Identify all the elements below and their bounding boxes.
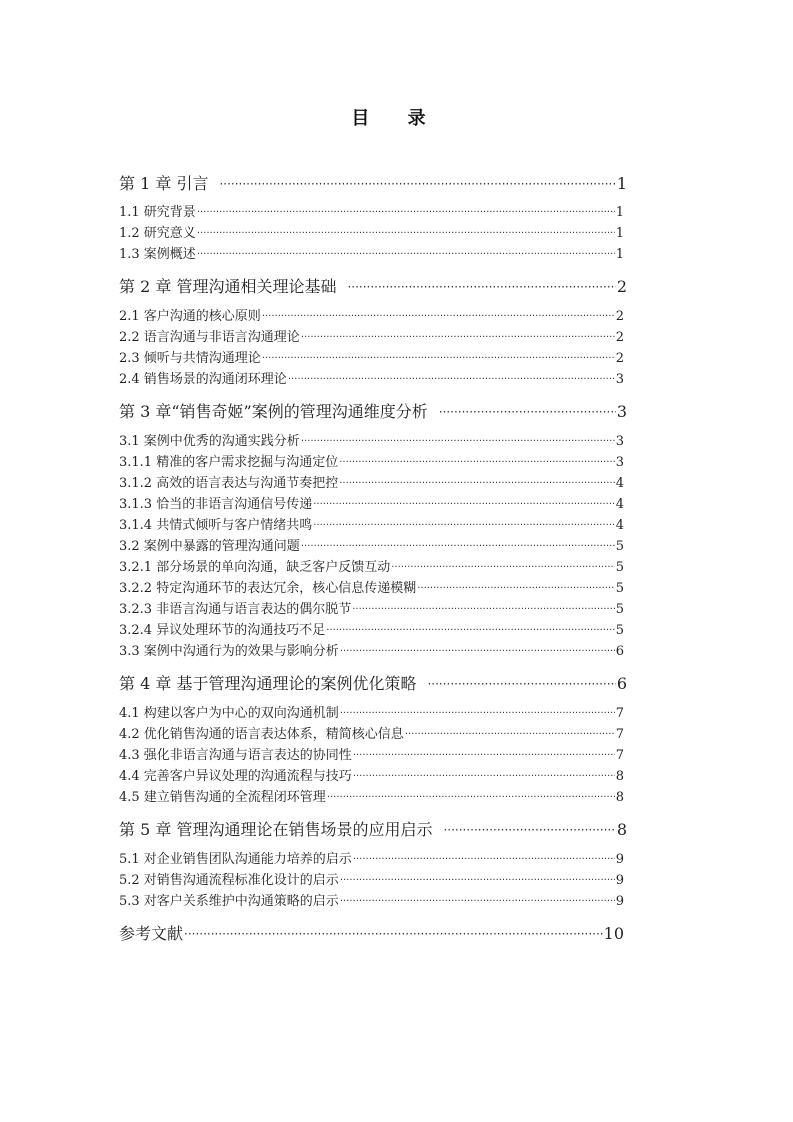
- toc-page-number: 9: [615, 873, 624, 888]
- toc-page-number: 8: [615, 769, 624, 784]
- toc-section-entry[interactable]: [119, 329, 624, 347]
- toc-page-number: 4: [615, 476, 624, 491]
- toc-entry-label: 2.2 语言沟通与非语言沟通理论: [119, 330, 300, 345]
- toc-entry-label: 1.3 案例概述: [119, 247, 196, 262]
- toc-section-entry[interactable]: [119, 496, 624, 514]
- toc-entry-label: 4.4 完善客户异议处理的沟通流程与技巧: [119, 769, 352, 784]
- toc-chapter-entry[interactable]: [119, 819, 627, 841]
- toc-section-entry[interactable]: [119, 433, 624, 451]
- toc-section-entry[interactable]: [119, 225, 624, 243]
- toc-entry-label: 1.1 研究背景: [119, 205, 196, 220]
- toc-entry-label: 4.1 构建以客户为中心的双向沟通机制: [119, 706, 339, 721]
- toc-section-entry[interactable]: [119, 204, 624, 222]
- dot-leader: [197, 246, 615, 264]
- toc-entry-label: 3.2.2 特定沟通环节的表达冗余，核心信息传递模糊: [119, 581, 417, 596]
- toc-section-entry[interactable]: [119, 475, 624, 493]
- dot-leader: [439, 401, 616, 423]
- dot-leader: [339, 454, 615, 472]
- toc-page-number: 9: [615, 852, 624, 867]
- toc-page-number: 2: [615, 351, 624, 366]
- toc-section-entry[interactable]: [119, 580, 624, 598]
- dot-leader: [340, 643, 615, 661]
- toc-page-number: 2: [615, 309, 624, 324]
- dot-leader: [197, 225, 615, 243]
- toc-entry-label: 第 2 章 管理沟通相关理论基础: [119, 277, 337, 296]
- toc-entry-label: 3.1.4 共情式倾听与客户情绪共鸣: [119, 518, 313, 533]
- toc-page-number: 3: [615, 372, 624, 387]
- dot-leader: [347, 276, 615, 298]
- toc-entry-label: 3.1.1 精准的客户需求挖掘与沟通定位: [119, 455, 339, 470]
- toc-entry-label: 3.2.3 非语言沟通与语言表达的偶尔脱节: [119, 602, 352, 617]
- toc-page-number: 2: [615, 330, 624, 345]
- toc-entry-label: 3.2.1 部分场景的单向沟通，缺乏客户反馈互动: [119, 560, 391, 575]
- toc-entry-label: 第 5 章 管理沟通理论在销售场景的应用启示: [119, 820, 433, 839]
- toc-section-entry[interactable]: [119, 893, 624, 911]
- toc-chapter-entry[interactable]: [119, 173, 627, 195]
- toc-section-entry[interactable]: [119, 517, 624, 535]
- toc-chapter-entry[interactable]: [119, 276, 627, 298]
- toc-entry-label: 3.1.2 高效的语言表达与沟通节奏把控: [119, 476, 339, 491]
- dot-leader: [262, 350, 615, 368]
- dot-leader: [353, 747, 615, 765]
- toc-page-number: 9: [615, 894, 624, 909]
- toc-entry-label: 2.3 倾听与共情沟通理论: [119, 351, 261, 366]
- toc-entry-label: 2.4 销售场景的沟通闭环理论: [119, 372, 287, 387]
- dot-leader: [197, 204, 615, 222]
- toc-entry-label: 5.2 对销售沟通流程标准化设计的启示: [119, 873, 339, 888]
- toc-entry-label: 参考文献: [119, 924, 184, 943]
- dot-leader: [327, 789, 615, 807]
- toc-chapter-entry[interactable]: [119, 673, 627, 695]
- toc-page-number: 5: [615, 602, 624, 617]
- toc-entry-label: 3.1 案例中优秀的沟通实践分析: [119, 434, 300, 449]
- toc-entry-label: 1.2 研究意义: [119, 226, 196, 241]
- toc-page-number: 10: [603, 924, 624, 943]
- dot-leader: [391, 559, 615, 577]
- toc-entry-label: 4.5 建立销售沟通的全流程闭环管理: [119, 790, 326, 805]
- toc-section-entry[interactable]: [119, 538, 624, 556]
- toc-entry-label: 3.1.3 恰当的非语言沟通信号传递: [119, 497, 313, 512]
- toc-section-entry[interactable]: [119, 789, 624, 807]
- toc-page-number: 1: [615, 226, 624, 241]
- toc-entry-label: 4.3 强化非语言沟通与语言表达的协同性: [119, 748, 352, 763]
- toc-page-number: 1: [615, 247, 624, 262]
- toc-page-number: 5: [615, 539, 624, 554]
- dot-leader: [301, 433, 615, 451]
- toc-entry-label: 3.2.4 异议处理环节的沟通技巧不足: [119, 623, 326, 638]
- dot-leader: [219, 173, 615, 195]
- toc-page-number: 3: [616, 402, 627, 421]
- toc-title: 目 录: [351, 108, 442, 129]
- dot-leader: [326, 622, 615, 640]
- toc-page-number: 5: [615, 623, 624, 638]
- toc-section-entry[interactable]: [119, 622, 624, 640]
- toc-section-entry[interactable]: [119, 768, 624, 786]
- dot-leader: [405, 726, 615, 744]
- toc-page-number: 5: [615, 560, 624, 575]
- toc-page-number: 7: [615, 727, 624, 742]
- dot-leader: [313, 517, 615, 535]
- dot-leader: [262, 308, 615, 326]
- dot-leader: [417, 580, 615, 598]
- toc-entry-label: 5.1 对企业销售团队沟通能力培养的启示: [119, 852, 352, 867]
- toc-entry-label: 4.2 优化销售沟通的语言表达体系，精简核心信息: [119, 727, 404, 742]
- toc-page-number: 7: [615, 748, 624, 763]
- toc-section-entry[interactable]: [119, 601, 624, 619]
- dot-leader: [288, 371, 615, 389]
- dot-leader: [443, 819, 615, 841]
- toc-entry-label: 3.3 案例中沟通行为的效果与影响分析: [119, 644, 339, 659]
- toc-page-number: 3: [615, 434, 624, 449]
- toc-section-entry[interactable]: [119, 559, 624, 577]
- toc-page-number: 1: [616, 174, 627, 193]
- toc-references-entry[interactable]: [119, 923, 624, 945]
- toc-page-number: 6: [615, 644, 624, 659]
- toc-page-number: 8: [615, 790, 624, 805]
- toc-page-number: 4: [615, 497, 624, 512]
- toc-page-number: 4: [615, 518, 624, 533]
- toc-page-number: 6: [616, 674, 627, 693]
- toc-section-entry[interactable]: [119, 350, 624, 368]
- toc-section-entry[interactable]: [119, 454, 624, 472]
- dot-leader: [184, 923, 603, 945]
- toc-entry-label: 第 4 章 基于管理沟通理论的案例优化策略: [119, 674, 417, 693]
- toc-section-entry[interactable]: [119, 747, 624, 765]
- toc-section-entry[interactable]: [119, 872, 624, 890]
- toc-page-number: 5: [615, 581, 624, 596]
- toc-page-number: 1: [615, 205, 624, 220]
- toc-entry-label: 3.2 案例中暴露的管理沟通问题: [119, 539, 300, 554]
- dot-leader: [313, 496, 615, 514]
- toc-page-number: 3: [615, 455, 624, 470]
- dot-leader: [301, 329, 615, 347]
- toc-chapter-entry[interactable]: [119, 401, 627, 423]
- toc-page-number: 2: [616, 277, 627, 296]
- toc-section-entry[interactable]: [119, 643, 624, 661]
- toc-section-entry[interactable]: [119, 726, 624, 744]
- toc-entry-label: 5.3 对客户关系维护中沟通策略的启示: [119, 894, 339, 909]
- dot-leader: [340, 872, 615, 890]
- dot-leader: [352, 601, 615, 619]
- toc-section-entry[interactable]: [119, 308, 624, 326]
- toc-section-entry[interactable]: [119, 705, 624, 723]
- toc-page-number: 8: [616, 820, 627, 839]
- toc-entry-label: 第 3 章“销售奇姬”案例的管理沟通维度分析: [119, 402, 428, 421]
- toc-page-number: 7: [615, 706, 624, 721]
- dot-leader: [427, 673, 615, 695]
- toc-entry-label: 2.1 客户沟通的核心原则: [119, 309, 261, 324]
- dot-leader: [339, 475, 615, 493]
- dot-leader: [340, 705, 615, 723]
- dot-leader: [353, 768, 615, 786]
- dot-leader: [340, 893, 615, 911]
- toc-section-entry[interactable]: [119, 371, 624, 389]
- toc-section-entry[interactable]: [119, 851, 624, 869]
- toc-section-entry[interactable]: [119, 246, 624, 264]
- dot-leader: [353, 851, 615, 869]
- toc-entry-label: 第 1 章 引言: [119, 174, 209, 193]
- dot-leader: [301, 538, 615, 556]
